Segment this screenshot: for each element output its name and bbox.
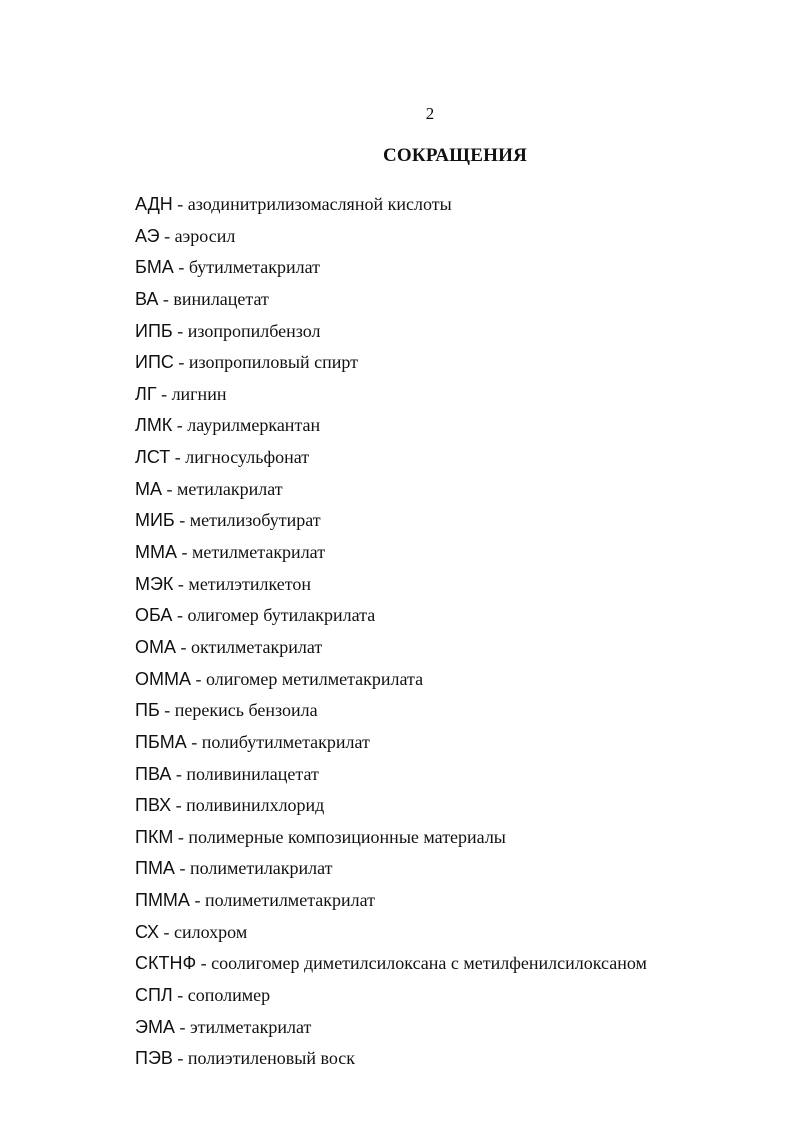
separator: - [172, 985, 188, 1006]
abbreviation-definition: поливинилхлорид [186, 795, 325, 816]
abbreviation-item [135, 983, 647, 1015]
separator: - [173, 826, 189, 847]
abbreviation-item [135, 856, 647, 888]
abbreviation-definition: метилакрилат [177, 478, 283, 499]
abbreviation-item [135, 255, 647, 287]
separator: - [158, 288, 174, 309]
abbreviation-code: ЭМА [135, 1016, 175, 1037]
separator: - [162, 478, 177, 499]
abbreviation-definition: полиэтиленовый воск [187, 1048, 356, 1069]
abbreviation-item [135, 793, 647, 825]
separator: - [171, 763, 187, 784]
abbreviation-code: ОБА [135, 605, 173, 626]
separator: - [176, 636, 192, 657]
separator: - [174, 510, 190, 531]
abbreviation-code: ЛСТ [135, 447, 171, 468]
abbreviation-item [135, 888, 647, 920]
abbreviation-item [135, 477, 647, 509]
abbreviation-definition: изопропиловый спирт [188, 352, 359, 373]
abbreviation-definition: олигомер бутилакрилата [187, 605, 376, 626]
separator: - [189, 890, 205, 911]
abbreviation-definition: олигомер метилметакрилата [206, 668, 424, 689]
abbreviation-definition: октилметакрилат [191, 636, 323, 657]
separator: - [172, 605, 188, 626]
separator: - [159, 700, 175, 721]
abbreviation-item [135, 382, 647, 414]
abbreviation-definition: соолигомер диметилсилоксана с метилфенилсилоксаном [211, 953, 647, 974]
abbreviation-definition: лаурилмеркантан [187, 415, 321, 436]
separator: - [173, 257, 189, 278]
abbreviation-code: ПВХ [135, 795, 172, 816]
page-title: СОКРАЩЕНИЯ [383, 145, 527, 166]
abbreviation-code: ИПС [135, 352, 174, 373]
abbreviation-code: СХ [135, 921, 159, 942]
separator: - [177, 542, 192, 563]
abbreviation-code: МИБ [135, 510, 175, 531]
abbreviation-code: ПМА [135, 858, 175, 879]
abbreviation-definition: азодинитрилизомасляной кислоты [187, 194, 452, 214]
abbreviation-item [135, 825, 647, 857]
abbreviation-code: ПЭВ [135, 1048, 173, 1069]
abbreviation-definition: полимерные композиционные материалы [188, 826, 506, 847]
abbreviation-item [135, 350, 647, 382]
abbreviation-definition: лигнин [171, 383, 227, 404]
abbreviation-item [135, 603, 647, 635]
abbreviation-item [135, 508, 647, 540]
separator: - [186, 731, 202, 752]
abbreviation-code: МЭК [135, 573, 174, 594]
abbreviation-item [135, 572, 647, 604]
separator: - [174, 858, 190, 879]
abbreviation-definition: перекись бензоила [174, 700, 318, 721]
abbreviation-definition: полиметилметакрилат [204, 890, 376, 911]
abbreviation-definition: метилэтилкетон [188, 573, 312, 594]
separator: - [173, 573, 189, 594]
separator: - [172, 1048, 188, 1069]
separator: - [172, 320, 188, 341]
abbreviation-code: БМА [135, 257, 174, 278]
abbreviation-definition: бутилметакрилат [188, 257, 320, 278]
abbreviation-code: ПКМ [135, 826, 174, 847]
abbreviation-item [135, 540, 647, 572]
abbreviation-code: ИПБ [135, 320, 173, 341]
abbreviation-item [135, 413, 647, 445]
abbreviation-definition: изопропилбензол [187, 320, 321, 341]
separator: - [156, 383, 172, 404]
abbreviation-definition: метилизобутират [189, 510, 321, 531]
abbreviation-list [135, 192, 647, 1078]
abbreviation-code: СПЛ [135, 985, 173, 1006]
separator: - [174, 1016, 190, 1037]
abbreviation-code: ПБ [135, 700, 160, 721]
abbreviation-code: ОММА [135, 668, 191, 689]
abbreviation-item [135, 1015, 647, 1047]
page-number: 2 [425, 104, 435, 123]
abbreviation-code: ММА [135, 542, 177, 563]
abbreviation-item [135, 635, 647, 667]
abbreviation-item [135, 445, 647, 477]
abbreviation-code: АЭ [135, 225, 160, 246]
abbreviation-code: ПВА [135, 763, 172, 784]
abbreviation-item [135, 1046, 647, 1078]
abbreviation-item [135, 920, 647, 952]
separator: - [172, 415, 188, 436]
abbreviation-definition: поливинилацетат [186, 763, 319, 784]
abbreviation-definition: силохром [174, 921, 248, 942]
abbreviation-definition: сополимер [187, 985, 271, 1006]
abbreviation-code: ЛМК [135, 415, 173, 436]
abbreviation-definition: полибутилметакрилат [201, 731, 370, 752]
abbreviation-item [135, 287, 647, 319]
abbreviation-item [135, 319, 647, 351]
abbreviation-item [135, 730, 647, 762]
separator: - [173, 352, 189, 373]
abbreviation-item [135, 762, 647, 794]
abbreviation-code: СКТНФ [135, 953, 197, 974]
abbreviation-item [135, 667, 647, 699]
abbreviation-item [135, 698, 647, 730]
abbreviation-definition: лигносульфонат [185, 447, 310, 468]
separator: - [191, 668, 206, 689]
abbreviation-code: ЛГ [135, 383, 157, 404]
separator: - [170, 447, 186, 468]
abbreviation-definition: полиметилакрилат [189, 858, 333, 879]
abbreviation-code: ПБМА [135, 731, 187, 752]
abbreviation-code: МА [135, 478, 162, 499]
separator: - [159, 921, 174, 942]
abbreviation-definition: винилацетат [173, 288, 269, 309]
separator: - [171, 795, 187, 816]
abbreviation-definition: метилметакрилат [192, 542, 326, 563]
abbreviation-item [135, 951, 647, 983]
abbreviation-definition: этилметакрилат [189, 1016, 312, 1037]
separator: - [159, 225, 175, 246]
separator: - [196, 953, 212, 974]
abbreviation-item [135, 224, 647, 256]
separator: - [172, 194, 188, 214]
abbreviation-code: ВА [135, 288, 159, 309]
abbreviation-definition: аэросил [174, 225, 236, 246]
abbreviation-item [135, 192, 647, 224]
abbreviation-code: ПММА [135, 890, 190, 911]
abbreviation-code: ОМА [135, 636, 177, 657]
abbreviation-code: АДН [135, 194, 173, 214]
